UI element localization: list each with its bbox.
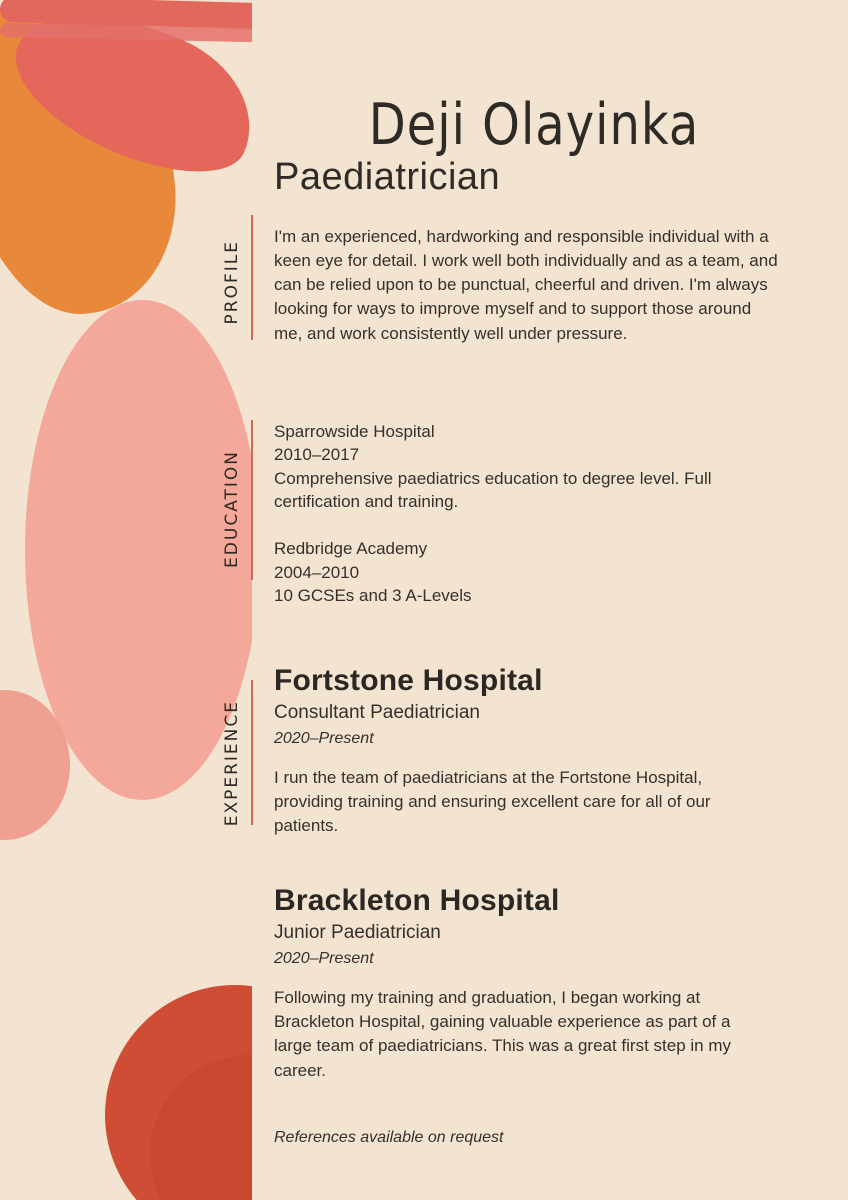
experience-organisation: Fortstone Hospital (274, 663, 543, 697)
education-description: 10 GCSEs and 3 A-Levels (274, 586, 472, 606)
profile-text: I'm an experienced, hardworking and responsible individual with a keen eye for detail. I work well both individually and as a team, and can be relied upon to be punctual, cheerful and driven. I'm always looking for ways to improve myself and to support those around me, and work consistently well under pressure. (274, 227, 778, 343)
education-description: Comprehensive paediatrics education to degree level. Full certification and training. (274, 468, 712, 511)
experience-role: Junior Paediatrician (274, 922, 441, 944)
experience-description: Following my training and graduation, I began working at Brackleton Hospital, gaining valuable experience as part of a large team of paediatricians. This was a great first step in my career. (274, 988, 731, 1080)
education-divider (251, 420, 253, 580)
profile-divider (251, 215, 253, 340)
experience-section (274, 664, 794, 1147)
references-note: References available on request (274, 1128, 504, 1146)
education-institution: Redbridge Academy (274, 539, 428, 559)
candidate-job-title: Paediatrician (274, 156, 501, 198)
education-institution: Sparrowside Hospital (274, 421, 435, 441)
education-dates: 2010–2017 (274, 445, 360, 465)
candidate-name: Deji Olayinka (368, 92, 700, 159)
experience-divider (251, 680, 253, 825)
experience-role: Consultant Paediatrician (274, 701, 480, 723)
education-entry (274, 537, 794, 607)
section-label-experience: EXPERIENCE (222, 700, 242, 827)
section-label-education: EDUCATION (222, 450, 242, 568)
main-content (274, 0, 794, 1147)
experience-entry (274, 664, 794, 838)
experience-dates: 2020–Present (274, 950, 374, 968)
education-dates: 2004–2010 (274, 562, 360, 582)
experience-dates: 2020–Present (274, 729, 374, 747)
profile-section (274, 225, 779, 346)
section-label-profile: PROFILE (222, 240, 242, 325)
education-section (274, 420, 794, 608)
experience-organisation: Brackleton Hospital (274, 884, 560, 918)
experience-entry (274, 884, 794, 1083)
experience-description: I run the team of paediatricians at the Fortstone Hospital, providing training and ensuring excellent care for all of our patients. (274, 767, 711, 836)
education-entry (274, 420, 794, 514)
decorative-artwork (0, 0, 252, 1200)
